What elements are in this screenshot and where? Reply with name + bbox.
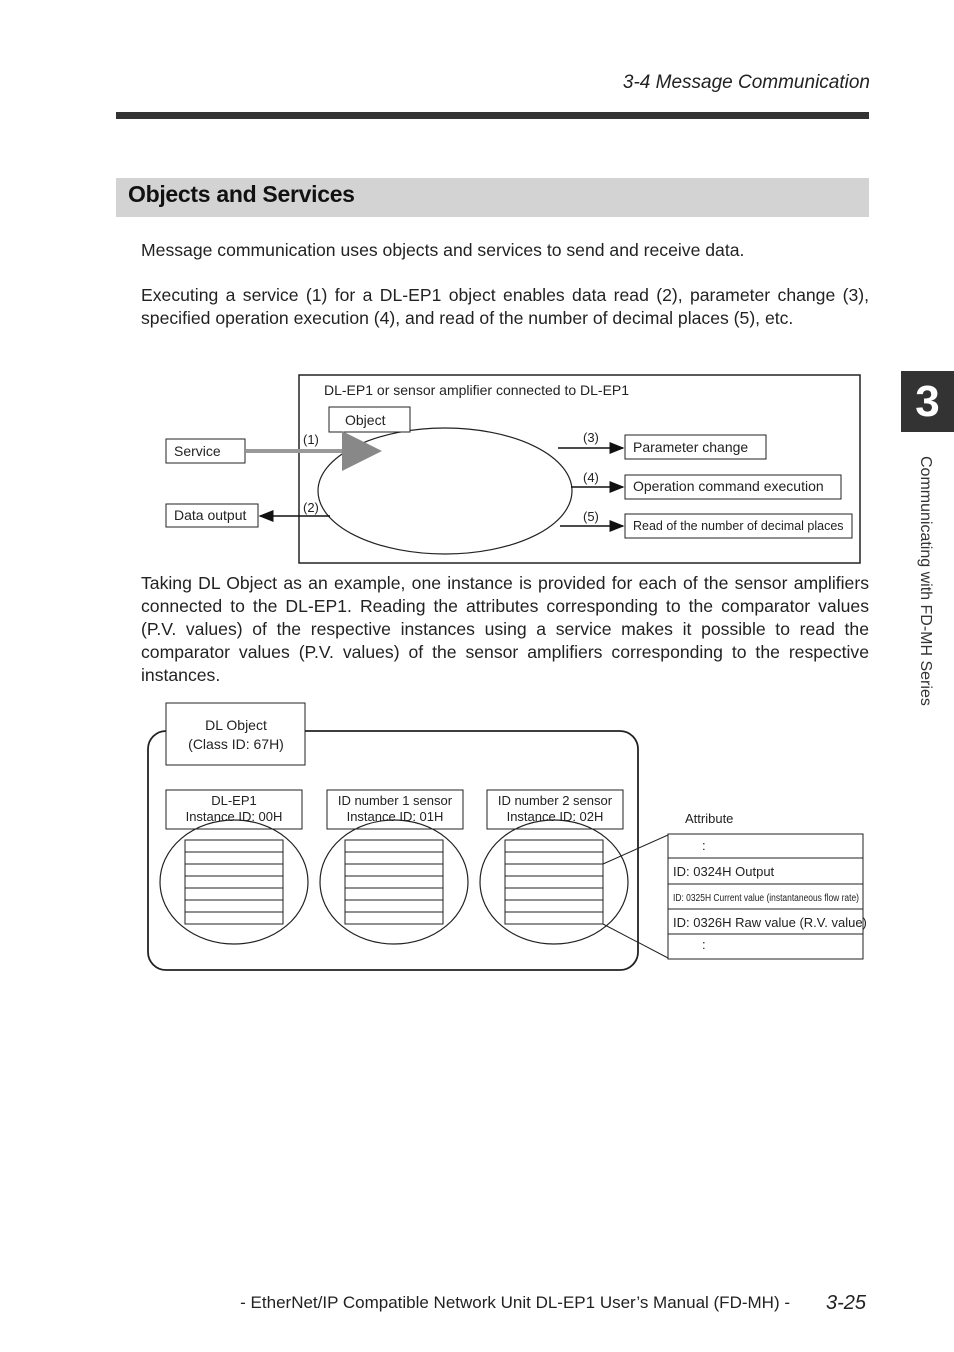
operation-execution-label: Operation command execution	[633, 478, 824, 494]
instance-00-attribute-stack	[185, 840, 283, 924]
chapter-tab: 3	[901, 371, 954, 432]
footer-manual-title: - EtherNet/IP Compatible Network Unit DL-EP1 User’s Manual (FD-MH) -	[240, 1293, 790, 1312]
instance-00-id: Instance ID: 00H	[185, 809, 283, 824]
services-paragraph: Executing a service (1) for a DL-EP1 object enables data read (2), parameter change (3), specified operation execution (4), and read of the number of decimal places (5), etc.	[141, 285, 869, 328]
parameter-change-label: Parameter change	[633, 439, 749, 455]
attribute-row-3: ID: 0326H Raw value (R.V. value)	[673, 915, 867, 930]
label-5: (5)	[583, 509, 599, 524]
example-paragraph: Taking DL Object as an example, one instance is provided for each of the sensor amplifiers connected to the DL-EP1. Reading the attributes corresponding to the comparator values (P.V. values) of the respective instances using a service makes it possible to read the comparator values (P.V. values) of the sensor amplifiers corresponding to the respective instances.	[141, 573, 869, 685]
instance-02-name: ID number 2 sensor	[497, 793, 613, 808]
container-title: DL-EP1 or sensor amplifier connected to DL-EP1	[324, 382, 630, 398]
section-title: Objects and Services	[128, 181, 355, 207]
attribute-row-1: ID: 0324H Output	[673, 864, 775, 879]
section-reference: 3-4 Message Communication	[622, 72, 870, 93]
label-4: (4)	[583, 470, 599, 485]
service-label: Service	[174, 443, 221, 459]
attribute-row-0: :	[702, 838, 706, 853]
decimal-places-label: Read of the number of decimal places	[633, 519, 844, 533]
attribute-heading: Attribute	[685, 811, 734, 826]
intro-paragraph: Message communication uses objects and services to send and receive data.	[141, 240, 745, 260]
label-3: (3)	[583, 430, 599, 445]
instance-01-id: Instance ID: 01H	[346, 809, 444, 824]
class-id: (Class ID: 67H)	[188, 736, 284, 752]
instance-01-name: ID number 1 sensor	[337, 793, 453, 808]
label-1: (1)	[303, 432, 319, 447]
chapter-side-label	[904, 456, 944, 766]
instance-00-name: DL-EP1	[211, 793, 257, 808]
chapter-title: Communicating with FD-MH Series	[917, 456, 934, 706]
instance-01-attribute-stack	[345, 840, 443, 924]
class-name: DL Object	[205, 717, 267, 733]
object-label: Object	[345, 412, 386, 428]
zoom-line-top	[603, 835, 668, 864]
instance-02-attribute-stack	[505, 840, 603, 924]
attribute-row-2: ID: 0325H Current value (instantaneous flow rate)	[673, 893, 859, 904]
instance-02-id: Instance ID: 02H	[506, 809, 604, 824]
class-box	[166, 703, 305, 765]
data-output-label: Data output	[174, 507, 247, 523]
attribute-row-4: :	[702, 937, 706, 952]
label-2: (2)	[303, 500, 319, 515]
page-number: 3-25	[826, 1292, 867, 1314]
object-ellipse	[318, 428, 572, 554]
zoom-line-bottom	[603, 924, 668, 958]
